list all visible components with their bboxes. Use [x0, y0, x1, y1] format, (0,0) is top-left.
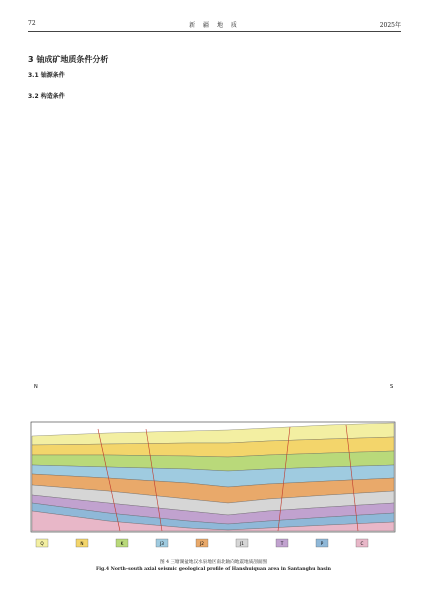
section-3-title: 3 铀成矿地质条件分析 [28, 55, 109, 64]
caption-chinese: 图 4 三塘湖盆地汉水泉地区南北轴向地震地质剖面图 [160, 560, 267, 565]
header-rule [28, 31, 401, 32]
legend-symbol: J3 [160, 540, 164, 546]
seismic-profile-figure [28, 381, 399, 559]
right-paragraph-4 [223, 61, 401, 68]
legend-symbol: T [280, 540, 284, 546]
figure-caption [28, 560, 399, 591]
legend-symbol: Q [40, 540, 44, 546]
legend-symbol: J2 [200, 540, 204, 546]
right-paragraph-2 [223, 47, 401, 54]
journal-title: 新 疆 地 质 [189, 22, 240, 29]
profile-diagram [28, 381, 399, 559]
right-paragraph-1 [223, 40, 401, 47]
legend-symbol: C [360, 540, 364, 546]
south-label: S [390, 384, 394, 390]
subsection-3-2-title: 3.2 构造条件 [28, 93, 65, 100]
left-paragraph-3 [28, 102, 206, 109]
page-header [28, 20, 401, 34]
caption-english: Fig.4 North–south axial seismic geological profile of Hanshuiquan area in Santanghu basin [96, 566, 331, 572]
right-column [223, 40, 401, 68]
right-paragraph-3 [223, 54, 401, 61]
left-paragraph-2 [28, 81, 206, 88]
legend-symbol: K [120, 540, 124, 546]
legend-symbol: N [80, 540, 84, 546]
journal-year: 2025年 [379, 22, 401, 29]
legend-symbol: J1 [240, 540, 244, 546]
left-column [28, 40, 206, 109]
legend-symbol: P [320, 540, 324, 546]
caption-legend-line-2 [28, 585, 399, 591]
page-number: 72 [28, 20, 36, 27]
subsection-3-1-title: 3.1 铀源条件 [28, 72, 65, 79]
left-paragraph-1 [28, 40, 206, 47]
figure-legend [36, 539, 368, 547]
north-label: N [34, 384, 38, 390]
